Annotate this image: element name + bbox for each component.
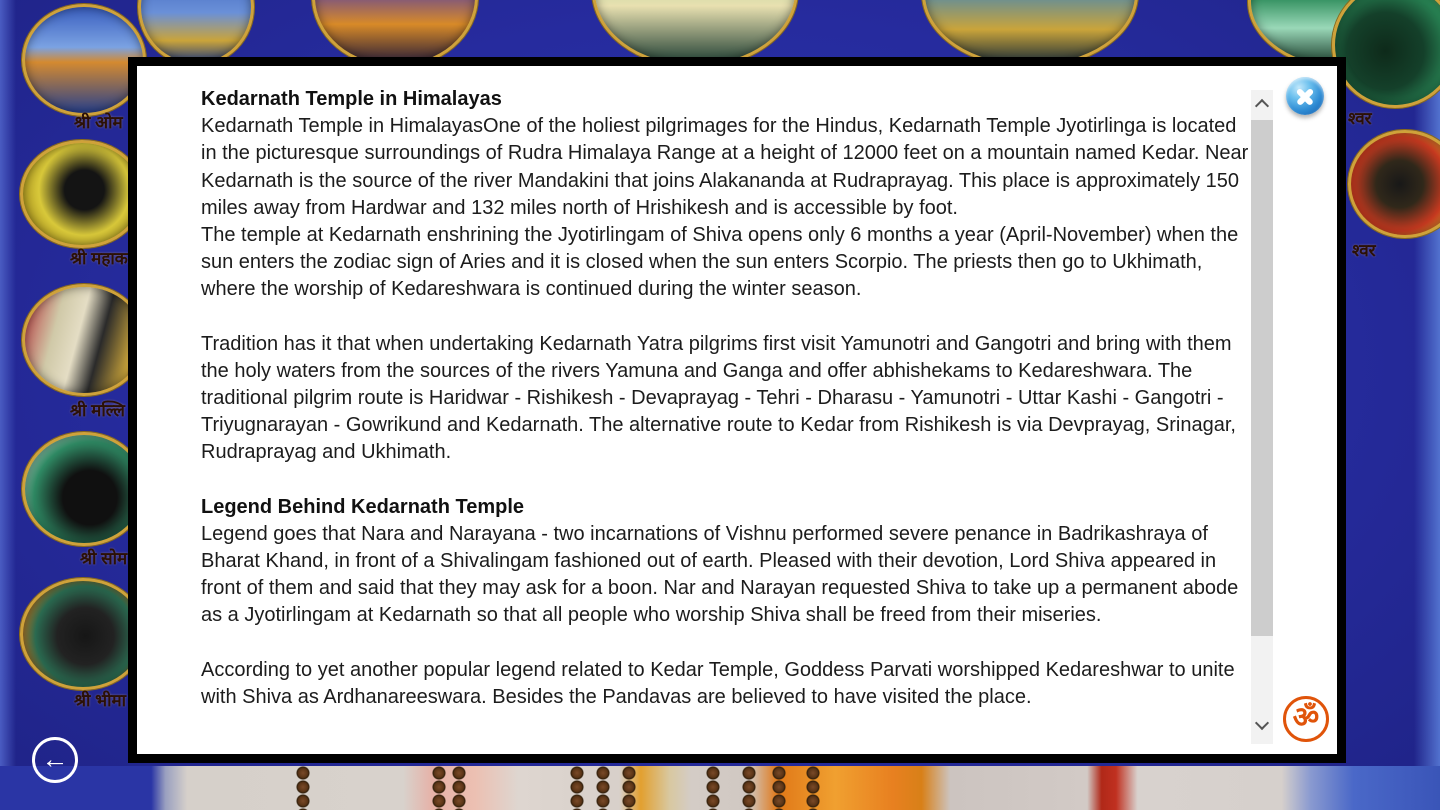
jyotirlinga-medallion-right-2[interactable] xyxy=(1348,130,1440,238)
rudraksha-beads xyxy=(806,766,821,810)
dialog-text xyxy=(201,86,1249,711)
rudraksha-beads xyxy=(706,766,721,810)
medallion-label: श्वर xyxy=(1348,109,1372,128)
close-button[interactable] xyxy=(1286,77,1324,115)
blank-line xyxy=(201,630,1249,657)
blank-line xyxy=(201,304,1249,331)
paragraph: Tradition has it that when undertaking Kedarnath Yatra pilgrims first visit Yamunotri and Gangotri and bring with them the holy waters from the sources of the rivers Yamuna and Ganga and offer abhishekams to Kedareshwara. The traditional pilgrim route is Haridwar - Rishikesh - Devaprayag - Tehri - Dharasu - Yamunotri - Uttar Kashi - Gangotri - Triyugnarayan - Gowrikund and Kedarnath. The alternative route to Kedar from Rishikesh is via Devprayag, Srinagar, Rudraprayag and Ukhimath. xyxy=(201,332,1236,464)
om-badge xyxy=(1283,696,1329,742)
medallion-label: श्वर xyxy=(1352,241,1376,260)
medallion-label: श्री महाक xyxy=(70,249,128,268)
dialog-content-area xyxy=(137,66,1337,754)
section-heading: Kedarnath Temple in Himalayas xyxy=(201,88,502,110)
rudraksha-beads xyxy=(622,766,637,810)
blank-line xyxy=(201,467,1249,494)
paragraph: Legend goes that Nara and Narayana - two incarnations of Vishnu performed severe penance in Badrikashraya of Bharat Khand, in front of a Shivalingam fashioned out of earth. Pleased with their devotion, Lord Shiva appeared in front of them and said that they may ask for a boon. Nar and Narayan requested Shiva to take up a permanent abode as a Jyotirlingam at Kedarnath so that all people who worship Shiva shall be freed from their miseries. xyxy=(201,522,1239,627)
background-edge-highlight-right xyxy=(1414,0,1440,810)
om-icon: ॐ xyxy=(1292,701,1320,734)
paragraph: Kedarnath Temple in HimalayasOne of the holiest pilgrimages for the Hindus, Kedarnath Temple Jyotirlinga is located in the picturesque surroundings of Rudra Himalaya Range at a height of 12000 feet on a mountain named Kedar. Near Kedarnath is the source of the river Mandakini that joins Alakananda at Rudraprayag. This place is approximately 150 miles away from Hardwar and 132 miles north of Hrishikesh and is accessible by foot. xyxy=(201,115,1249,219)
jyotirlinga-medallion-right-1[interactable] xyxy=(1332,0,1440,108)
jyotirlinga-medallion-mahakaleshwar[interactable] xyxy=(20,140,144,248)
rudraksha-beads xyxy=(742,766,757,810)
rudraksha-beads xyxy=(772,766,787,810)
kedarnath-detail-dialog xyxy=(128,57,1346,763)
rudraksha-beads xyxy=(296,766,311,810)
vertical-scrollbar[interactable] xyxy=(1251,90,1273,744)
back-button[interactable] xyxy=(32,737,78,783)
scroll-down-button[interactable] xyxy=(1251,710,1273,736)
scrollbar-thumb[interactable] xyxy=(1251,120,1273,636)
chevron-down-icon xyxy=(1255,716,1269,730)
chevron-up-icon xyxy=(1255,99,1269,113)
shiva-image-strip xyxy=(0,766,1440,810)
medallion-label: श्री ओम xyxy=(74,113,123,132)
paragraph: According to yet another popular legend related to Kedar Temple, Goddess Parvati worshipped Kedareshwar to unite with Shiva as Ardhanareeswara. Besides the Pandavas are believed to have visited the place. xyxy=(201,658,1235,708)
medallion-label: श्री सोम xyxy=(80,549,128,568)
close-icon xyxy=(1286,77,1324,115)
rudraksha-beads xyxy=(452,766,467,810)
rudraksha-beads xyxy=(570,766,585,810)
scroll-up-button[interactable] xyxy=(1251,90,1273,116)
section-heading: Legend Behind Kedarnath Temple xyxy=(201,495,524,518)
medallion-label: श्री भीमा xyxy=(74,691,127,710)
rudraksha-beads xyxy=(596,766,611,810)
background-edge-highlight-left xyxy=(0,0,16,810)
medallion-label: श्री मल्लि xyxy=(70,401,125,420)
rudraksha-beads xyxy=(432,766,447,810)
left-arrow-icon: ← xyxy=(41,743,69,774)
paragraph: The temple at Kedarnath enshrining the Jyotirlingam of Shiva opens only 6 months a year (April-November) when the sun enters the zodiac sign of Aries and it is closed when the sun enters Scorpio. The priests then go to Ukhimath, where the worship of Kedareshwara is continued during the winter season. xyxy=(201,224,1239,301)
